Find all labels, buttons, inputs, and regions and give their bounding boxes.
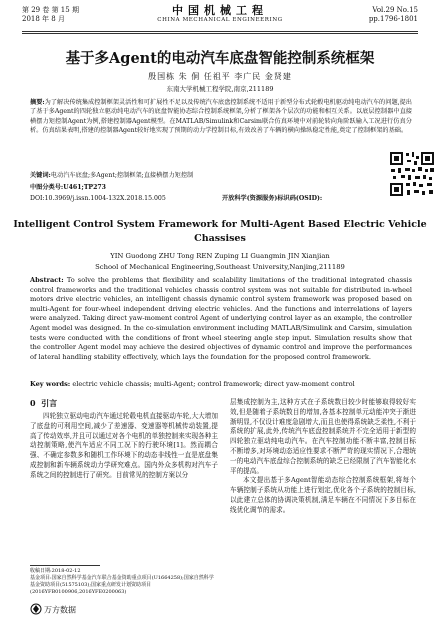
- classification-cn: 中图分类号:U461;TP273: [30, 184, 106, 191]
- abstract-cn: [30, 98, 412, 135]
- keywords-cn-label: 关键词:: [30, 172, 51, 179]
- osid-label: 开放科学(资源服务)标识码(OSID):: [222, 195, 323, 202]
- authors-en: YIN Guodong ZHU Tong REN Zuping LI Guangmin JIN Xianjian: [110, 252, 330, 260]
- qr-code-icon: [388, 150, 436, 198]
- affiliation-cn: 东南大学机械工程学院,南京,211189: [166, 85, 274, 93]
- keywords-en-label: Key words:: [30, 380, 71, 388]
- abstract-en: [30, 276, 412, 362]
- keywords-en-text: electric vehicle chassis; multi-Agent; control framework; direct yaw-moment control: [72, 380, 355, 388]
- volume-number: Vol.29 No.15: [372, 6, 418, 14]
- abstract-en-text: To solve the problems that flexibility and scalability limitations of the traditional integrated chassis control frameworks and the traditional vehicles chassis control system was not suitable for distributed in-wheel motors drive electric vehicles, an intelligent chassis dynamic control system framework was proposed based on multi-Agent for four-wheel independent driving electric vehicles. And the functions and interrelations of layers were analyzed. Taking direct yaw-moment control Agent of underlying control layer as an example, the controller Agent model was designed. In the co-simulation environment including MATLAB/Simulink and Carsim, simulation tests were conducted with the conditions of front wheel steering angle step input. Simulation results show that the controller Agent model may achieve the desired objectives of dynamic control and improve the performances of lateral handling stability effectively, which lays the foundation for the proposed control framework.: [30, 276, 412, 361]
- header-rule-thin: [22, 33, 418, 34]
- section-heading: [30, 398, 57, 408]
- keywords-en: [30, 380, 412, 389]
- affiliation-en: School of Mechanical Engineering,Southeast University,Nanjing,211189: [95, 263, 345, 271]
- abstract-en-label: Abstract:: [30, 276, 64, 284]
- doi: DOI:10.3969/j.issn.1004-132X.2018.15.005: [30, 195, 166, 202]
- keywords-cn-text: 电动汽车底盘;多Agent;控制框架;直接横摆力矩控制: [50, 172, 194, 179]
- footnote-funding: 基金项目:国家自然科学基金汽车联合基金资助重点项目(U1664258);国家自然科学基金资助项目(51575103);国家重点研发计划资助项目(2016YFB0100906,2016YFE0200063): [30, 575, 214, 595]
- body-left-column: 四轮独立驱动电动汽车通过轮毂电机直接驱动车轮,大大增加了底盘的可利用空间,减少了差速器、变速器等机械传动装置,提高了传动效率,并且可以通过对各个电机的单独控制来实现各种主动控制策略,使汽车适应不同工况下的行驶环境[1]。然而耦合强、不确定参数多和随机工作环境下的动态非线性一直是底盘集成控制和新车辆系统动力学研究难点。国内外众多机构对汽车子系统之间的控制进行了研究。目前常见的控制方案以分: [30, 412, 218, 479]
- abstract-cn-label: 摘要:: [30, 99, 45, 106]
- issue-date: 2018 年 8 月: [22, 15, 65, 23]
- wanfang-logo-icon: [30, 602, 110, 616]
- footnote-rule: [30, 565, 100, 566]
- footnote-received: 收稿日期:2018-02-12: [30, 568, 81, 574]
- section-number: 0: [30, 398, 36, 408]
- publisher-logo-text: 万方数据: [44, 605, 76, 615]
- journal-title-en: CHINA MECHANICAL ENGINEERING: [157, 17, 283, 23]
- body-paragraph: 层集成控制为主,这种方式在子系统数目较少时能够取得较好实效,但是随着子系统数目的增加,各基本控制单元动能冲突于渐进渐明显,不仅设计难度急剧增大,而且也使得系统缺乏柔性,不利于系统的扩展,此外,传统汽车底盘控制系统并不完全适用于新型的四轮独立驱动纯电动汽车。在汽车控制功能不断丰富,控制目标不断增多,对环境动态适应性要求不断严苛的现实情况下,合理统一的电动汽车底盘综合控制系统的缺乏已经限制了汽车智能化水平的提高。: [230, 398, 416, 475]
- header-right: [369, 6, 418, 24]
- issue-number: 第 29 卷 第 15 期: [22, 6, 79, 14]
- body-right-column: [230, 398, 416, 516]
- body-paragraph: 本文提出基于多Agent智能动态综合控制系统框架,将每个车辆控制子系统从功能上进行划定,优化各个子系统的控制目标,以此建立总体的协调决策机制,满足车辆在不同情况下多目标在线优化调节的需求。: [230, 476, 416, 514]
- footnotes: [30, 568, 218, 596]
- journal-title-cn: 中国机械工程: [172, 4, 268, 17]
- paper-title-en: Intelligent Control System Framework for Multi-Agent Based Electric Vehicle Chassises: [13, 219, 427, 244]
- keywords-cn: [30, 171, 330, 180]
- authors-cn: 殷国栋 朱 侗 任祖平 李广民 金贤建: [148, 72, 292, 81]
- header-rule: [22, 31, 418, 32]
- section-title: 引言: [41, 398, 58, 408]
- abstract-cn-text: 为了解决传统集成控制框架灵活性和可扩展性不足以及传统汽车底盘控制系统不适用于新型分布式轮毂电机驱动纯电动汽车的问题,提出了基于多Agent的四轮独立驱动纯电动汽车的底盘智能协态综合控制系统框架,分析了框架各个层次的功能和相互关系。以底层控制器中直接横摆力矩控制Agent为例,搭建控制器Agent模型。在MATLAB/Simulink和Carsim联合仿真环境中对前轮转向角阶跃输入工况进行仿真分析。仿真结果表明,搭建的控制器Agent较好地实现了预期的动力学控制目标,有效改善了车辆的横向操纵稳定性能,奠定了控制框架的基础。: [30, 99, 412, 134]
- page-range: pp.1796-1801: [368, 15, 418, 23]
- paper-title-cn: 基于多Agent的电动汽车底盘智能控制系统框架: [65, 50, 375, 67]
